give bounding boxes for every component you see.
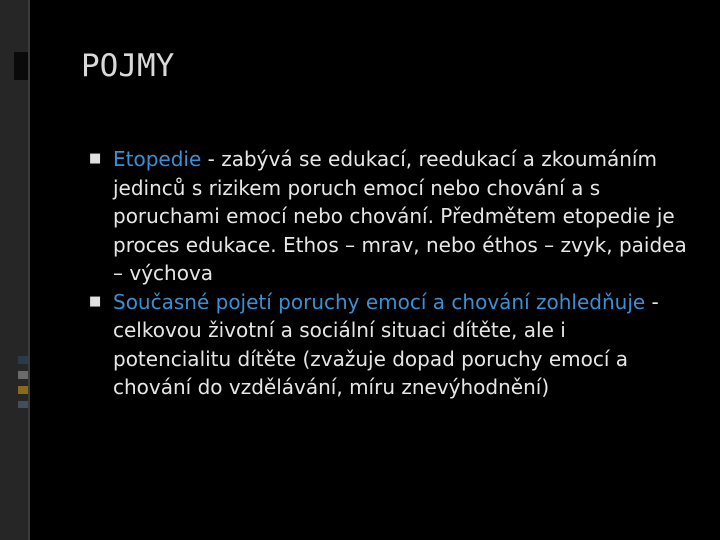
left-decor-strip <box>0 0 30 540</box>
square-bullet-icon: ■ <box>89 151 102 166</box>
decor-square-1 <box>18 356 28 364</box>
left-divider-line <box>28 0 30 540</box>
bullet-list <box>88 145 688 402</box>
title-marker-block <box>14 52 28 80</box>
bullet-text: - zabývá se edukací, reedukací a zkoumáním jedinců s rizikem poruch emocí nebo chování a s poruchami emocí nebo chování. Předmětem etopedie je proces edukace. Ethos – mrav, nebo éthos – zvyk, paidea – výchova <box>113 147 687 285</box>
square-bullet-icon: ■ <box>89 293 102 309</box>
decor-square-4 <box>18 401 28 408</box>
bullet-item-soucasne-pojeti <box>88 288 688 402</box>
bullet-item-etopedie <box>88 145 688 288</box>
decor-square-2 <box>18 371 28 379</box>
decor-square-3 <box>18 386 28 394</box>
bullet-text: - celkovou životní a sociální situaci dítěte, ale i potencialitu dítěte (zvažuje dopad poruchy emocí a chování do vzdělávání, míru znevýhodnění) <box>113 289 659 399</box>
bullet-highlight-term: Etopedie <box>113 147 202 171</box>
slide-title: POJMY <box>81 48 175 84</box>
bullet-highlight-term: Současné pojetí poruchy emocí a chování zohledňuje <box>113 289 646 314</box>
